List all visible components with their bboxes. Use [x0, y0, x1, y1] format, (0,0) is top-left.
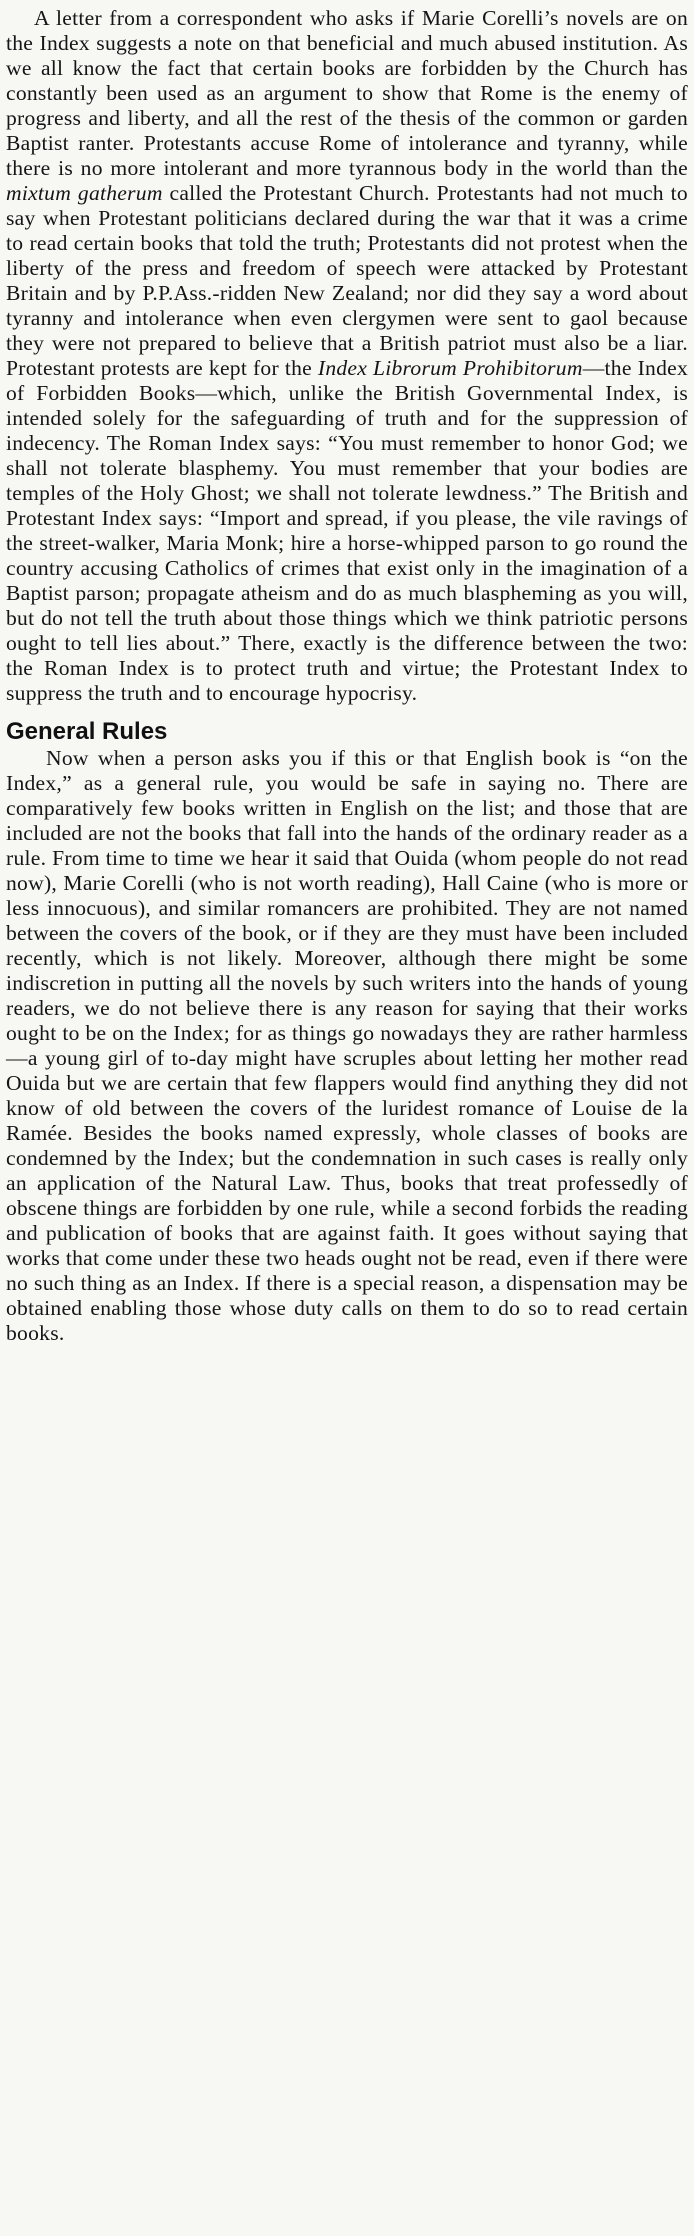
intro-text-3: —the Index of Forbidden Books—which, unlike the British Governmental Index, is intended solely for the safeguarding of truth and for the suppression of indecency. The Roman Index says: “You must remember to honor God; we shall not tolerate blasphemy. You must remember that your bodies are temples of the Holy Ghost; we shall not tolerate lewdness.” The British and Protestant Index says: “Import and spread, if you please, the vile ravings of the street-walker, Maria Monk; hire a horse-whipped parson to go round the country accusing Catholics of crimes that exist only in the imagination of a Baptist parson; propagate atheism and do as much blaspheming as you will, but do not tell the truth about those things which we think patriotic persons ought to tell lies about.” There, exactly is the difference between the two: the Roman Index is to protect truth and virtue; the Protestant Index to suppress the truth and to encourage hypocrisy.: [6, 356, 688, 705]
intro-italic-mixtum: mixtum gatherum: [6, 181, 163, 205]
body-paragraph: Now when a person asks you if this or that English book is “on the Index,” as a general rule, you would be safe in saying no. There are comparatively few books written in English on the list; and those that are included are not the books that fall into the hands of the ordinary reader as a rule. From time to time we hear it said that Ouida (whom people do not read now), Marie Corelli (who is not worth reading), Hall Caine (who is more or less innocuous), and similar romancers are prohibited. They are not named between the covers of the book, or if they are they must have been included recently, which is not likely. Moreover, although there might be some indiscretion in putting all the novels by such writers into the hands of young readers, we do not believe there is any reason for saying that their works ought to be on the Index; for as things go nowadays they are rather harmless—a young girl of to-day might have scruples about letting her mother read Ouida but we are certain that few flappers would find anything they did not know of old between the covers of the luridest romance of Louise de la Ramée. Besides the books named expressly, whole classes of books are condemned by the Index; but the condemnation in such cases is really only an application of the Natural Law. Thus, books that treat professedly of obscene things are forbidden by one rule, while a second forbids the reading and publication of books that are against faith. It goes without saying that works that come under these two heads ought not be read, even if there were no such thing as an Index. If there is a special reason, a dispensation may be obtained enabling those whose duty calls on them to do so to read certain books.: [6, 746, 688, 1345]
intro-text-2: called the Protestant Church. Protestants had not much to say when Protestant politicians declared during the war that it was a crime to read certain books that told the truth; Protestants did not protest when the liberty of the press and freedom of speech were attacked by Protestant Britain and by P.P.Ass.-ridden New Zealand; nor did they say a word about tyranny and intolerance when even clergymen were sent to gaol because they were not prepared to believe that a British patriot must also be a liar. Protestant protests are kept for the: [6, 181, 688, 380]
intro-paragraph: [6, 6, 688, 706]
intro-text-1: A letter from a correspondent who asks if Marie Corelli’s novels are on the Index suggests a note on that beneficial and much abused institution. As we all know the fact that certain books are forbidden by the Church has constantly been used as an argument to show that Rome is the enemy of progress and liberty, and all the rest of the thesis of the common or garden Baptist ranter. Protestants accuse Rome of intolerance and tyranny, while there is no more intolerant and more tyrannous body in the world than the: [6, 6, 688, 180]
section-heading: General Rules: [6, 718, 168, 745]
intro-italic-index: Index Librorum Prohibitorum: [317, 356, 583, 380]
